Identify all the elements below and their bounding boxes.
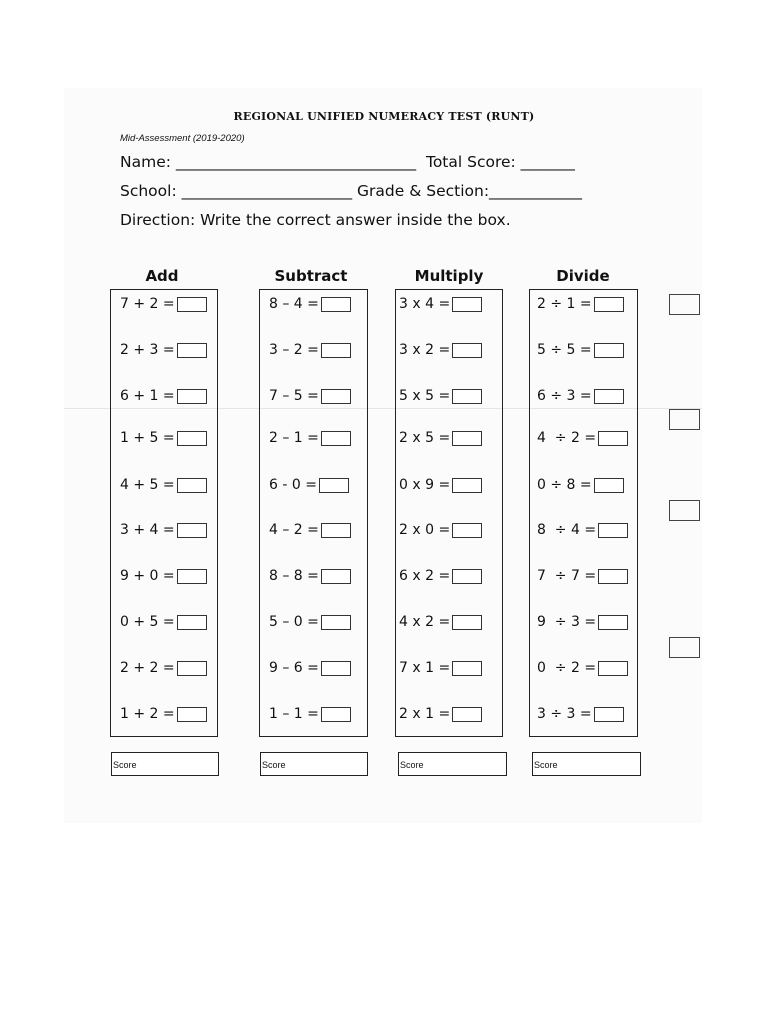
problem-row	[399, 294, 482, 314]
answer-box[interactable]	[452, 569, 482, 584]
answer-box[interactable]	[177, 569, 207, 584]
problem-row	[537, 704, 624, 724]
answer-box[interactable]	[598, 569, 628, 584]
answer-box[interactable]	[598, 431, 628, 446]
problem-text: 3 – 2 =	[269, 342, 319, 358]
answer-box[interactable]	[177, 343, 207, 358]
problem-row	[269, 475, 349, 495]
problem-text: 7 x 1 =	[399, 660, 451, 676]
problem-row	[399, 658, 482, 678]
answer-box[interactable]	[452, 297, 482, 312]
problem-text: 6 x 2 =	[399, 568, 451, 584]
problem-text: 5 x 5 =	[399, 388, 451, 404]
problem-text: 2 + 2 =	[120, 660, 175, 676]
answer-box[interactable]	[177, 661, 207, 676]
problem-text: 7 + 2 =	[120, 296, 175, 312]
answer-box[interactable]	[321, 431, 351, 446]
problem-row	[399, 612, 482, 632]
problem-text: 7 – 5 =	[269, 388, 319, 404]
problem-text: 4 x 2 =	[399, 614, 451, 630]
answer-box[interactable]	[452, 523, 482, 538]
problem-row	[269, 658, 351, 678]
problem-row	[537, 475, 624, 495]
problem-text: 0 ÷ 2 =	[537, 660, 597, 676]
problem-row	[269, 386, 351, 406]
problem-text: 2 + 3 =	[120, 342, 175, 358]
problem-text: 3 + 4 =	[120, 522, 175, 538]
problem-text: 6 ÷ 3 =	[537, 388, 592, 404]
direction-text: Direction: Write the correct answer inside the box.	[120, 211, 511, 229]
answer-box[interactable]	[452, 661, 482, 676]
problem-text: 5 – 0 =	[269, 614, 319, 630]
answer-box[interactable]	[321, 297, 351, 312]
problem-text: 8 – 4 =	[269, 296, 319, 312]
problem-text: 9 + 0 =	[120, 568, 175, 584]
school-line[interactable]: School: ______________________ Grade & Section:____________	[120, 182, 583, 200]
answer-box[interactable]	[452, 389, 482, 404]
answer-box[interactable]	[594, 343, 624, 358]
problem-row	[399, 520, 482, 540]
problem-row	[120, 294, 207, 314]
problem-text: 2 x 1 =	[399, 706, 451, 722]
problem-text: 4 ÷ 2 =	[537, 430, 597, 446]
answer-box[interactable]	[177, 389, 207, 404]
problem-row	[120, 704, 207, 724]
problem-text: 7 ÷ 7 =	[537, 568, 597, 584]
problem-row	[120, 658, 207, 678]
problem-row	[537, 386, 624, 406]
side-answer-box[interactable]	[669, 637, 700, 658]
problem-text: 2 ÷ 1 =	[537, 296, 592, 312]
answer-box[interactable]	[177, 707, 207, 722]
problem-text: 0 ÷ 8 =	[537, 477, 592, 493]
problem-row	[537, 612, 628, 632]
problem-row	[269, 294, 351, 314]
problem-row	[537, 658, 628, 678]
problem-row	[399, 566, 482, 586]
problem-text: 6 - 0 =	[269, 477, 317, 493]
answer-box[interactable]	[594, 707, 624, 722]
side-answer-box[interactable]	[669, 500, 700, 521]
problem-row	[537, 566, 628, 586]
problem-text: 0 x 9 =	[399, 477, 451, 493]
test-title: REGIONAL UNIFIED NUMERACY TEST (RUNT)	[233, 110, 535, 123]
problem-text: 9 ÷ 3 =	[537, 614, 597, 630]
problem-text: 5 ÷ 5 =	[537, 342, 592, 358]
answer-box[interactable]	[321, 707, 351, 722]
problem-row	[537, 428, 628, 448]
answer-box[interactable]	[452, 707, 482, 722]
problem-row	[269, 612, 351, 632]
problem-text: 1 + 2 =	[120, 706, 175, 722]
problem-row	[399, 475, 482, 495]
problem-row	[269, 428, 351, 448]
problem-text: 2 x 5 =	[399, 430, 451, 446]
problem-text: 8 ÷ 4 =	[537, 522, 597, 538]
problem-row	[537, 520, 628, 540]
problem-text: 4 + 5 =	[120, 477, 175, 493]
assessment-period: Mid-Assessment (2019-2020)	[120, 133, 245, 144]
answer-box[interactable]	[598, 523, 628, 538]
answer-box[interactable]	[452, 343, 482, 358]
problem-row	[120, 428, 207, 448]
side-answer-box[interactable]	[669, 409, 700, 430]
answer-box[interactable]	[594, 478, 624, 493]
problem-row	[399, 386, 482, 406]
problem-row	[399, 704, 482, 724]
answer-box[interactable]	[594, 297, 624, 312]
problem-row	[399, 428, 482, 448]
answer-box[interactable]	[177, 478, 207, 493]
name-line[interactable]: Name: _______________________________ Total Score: _______	[120, 153, 575, 171]
header-multiply: Multiply	[414, 267, 484, 285]
answer-box[interactable]	[594, 389, 624, 404]
problem-row	[120, 520, 207, 540]
problem-row	[120, 566, 207, 586]
header-subtract: Subtract	[274, 267, 348, 285]
multiply-score-box[interactable]: Score	[398, 752, 507, 776]
answer-box[interactable]	[319, 478, 349, 493]
problem-text: 1 + 5 =	[120, 430, 175, 446]
problem-row	[269, 340, 351, 360]
answer-box[interactable]	[452, 478, 482, 493]
divide-score-box[interactable]: Score	[532, 752, 641, 776]
problem-text: 8 – 8 =	[269, 568, 319, 584]
problem-row	[120, 475, 207, 495]
problem-row	[269, 566, 351, 586]
answer-box[interactable]	[177, 615, 207, 630]
header-divide: Divide	[556, 267, 610, 285]
problem-row	[120, 340, 207, 360]
answer-box[interactable]	[452, 615, 482, 630]
problem-row	[537, 340, 624, 360]
problem-text: 3 ÷ 3 =	[537, 706, 592, 722]
subtract-score-box[interactable]: Score	[260, 752, 368, 776]
problem-row	[269, 704, 351, 724]
add-score-box[interactable]: Score	[111, 752, 219, 776]
problem-row	[537, 294, 624, 314]
problem-text: 6 + 1 =	[120, 388, 175, 404]
answer-box[interactable]	[321, 615, 351, 630]
problem-row	[269, 520, 351, 540]
problem-text: 2 – 1 =	[269, 430, 319, 446]
problem-text: 2 x 0 =	[399, 522, 451, 538]
header-add: Add	[145, 267, 179, 285]
problem-text: 0 + 5 =	[120, 614, 175, 630]
answer-box[interactable]	[321, 661, 351, 676]
answer-box[interactable]	[321, 523, 351, 538]
answer-box[interactable]	[321, 343, 351, 358]
answer-box[interactable]	[598, 661, 628, 676]
problem-text: 9 – 6 =	[269, 660, 319, 676]
answer-box[interactable]	[321, 389, 351, 404]
answer-box[interactable]	[177, 297, 207, 312]
problem-row	[399, 340, 482, 360]
problem-text: 3 x 4 =	[399, 296, 451, 312]
problem-text: 3 x 2 =	[399, 342, 451, 358]
answer-box[interactable]	[321, 569, 351, 584]
problem-text: 1 – 1 =	[269, 706, 319, 722]
side-answer-box[interactable]	[669, 294, 700, 315]
answer-box[interactable]	[177, 523, 207, 538]
problem-row	[120, 612, 207, 632]
problem-row	[120, 386, 207, 406]
problem-text: 4 – 2 =	[269, 522, 319, 538]
answer-box[interactable]	[177, 431, 207, 446]
answer-box[interactable]	[598, 615, 628, 630]
answer-box[interactable]	[452, 431, 482, 446]
